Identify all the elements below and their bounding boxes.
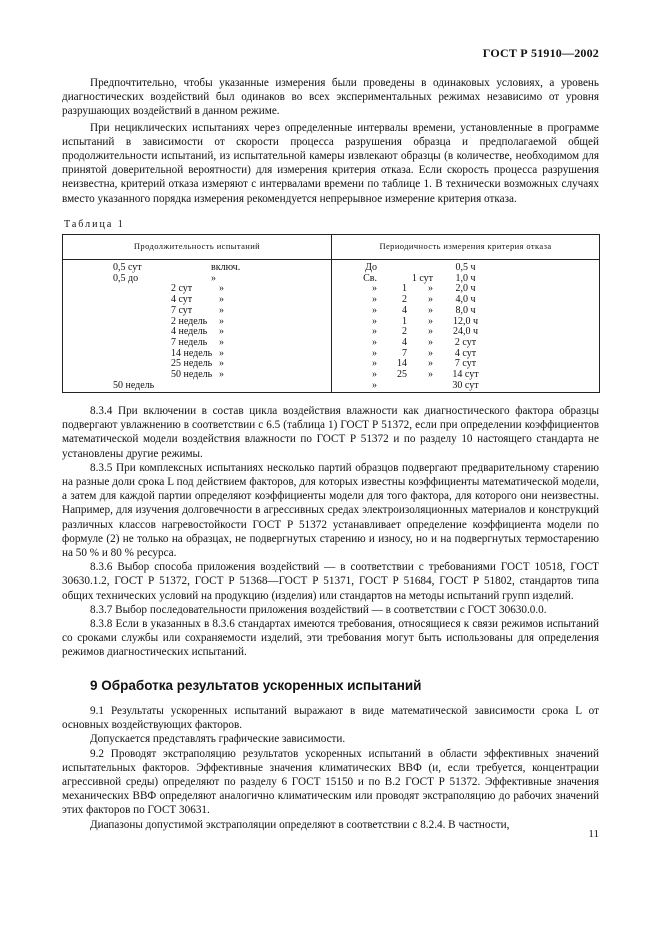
cell-duration-e: » [219,283,224,295]
clause-8-3-7: 8.3.7 Выбор последовательности приложения воздействий — в соответствии с ГОСТ 30630.0.0. [90,603,547,616]
clause-8-3-4: 8.3.4 При включении в состав цикла воздействия влажности как диагностического фактора образцы подвергают увлажнению в соответствии с 6.5 (таблица 1) ГОСТ Р 51372, если при определении коэффициентов математической модели воздействия влажности по ГОСТ Р 51372 и по разделу 10 настоящего стандарта не установлены другие режимы. [62,405,599,460]
cell-duration-a: » [372,315,377,327]
cell-duration-c: » [428,294,433,306]
cell-period: 2 сут [454,336,477,348]
table-row [63,337,599,348]
cell-duration-d: 4 недель [171,326,208,338]
cell-duration-b: 1 [402,315,407,327]
table-row [63,369,599,380]
cell-duration-a: » [372,347,377,359]
paragraph: При нециклических испытаниях через определенные интервалы времени, установленные в программе испытаний в зависимости от скорости процесса разрушения образца и предполагаемой общей продолжительности испытаний, из испытательной камеры извлекают образцы (в количестве, необходимом для принятой доверительной вероятности) для измерения критерия отказа. Если скорость процесса разрушения неизвестна, критерий отказа измеряют с интервалами времени по таблице 1. В технически возможных случаях вместо указанного порядка измерения рекомендуется непрерывное измерение критерия отказа. [62,121,599,205]
cell-duration-c: » [428,369,433,380]
cell-period: 12,0 ч [452,315,479,327]
cell-duration-b: 14 [397,358,407,370]
cell-period: 1,0 ч [455,272,476,284]
section-heading: 9 Обработка результатов ускоренных испытаний [90,678,422,693]
table-row [63,273,599,284]
cell-duration-e: » [219,304,224,316]
clause-9-2: 9.2 Проводят экстраполяцию результатов ускоренных испытаний в области эффективных значений испытательных факторов. Эффективные значения климатических ВВФ (и, если требуется, концентрации агрессивной среды) определяют по разделу 6 ГОСТ 15150 и по В.2 ГОСТ Р 51372. Эффективные значения механических ВВФ определяют аналогично климатическим или проводят экстраполяцию до рабочих значений этих факторов по ГОСТ 30631. [62,747,599,817]
cell-period: 30 сут [452,379,479,391]
cell-duration-d: 2 сут [171,283,193,295]
table-1 [62,234,600,393]
clause-8-3-8: 8.3.8 Если в указанных в 8.3.6 стандартах имеются требования, относящиеся к связи режимов испытаний со сроками службы или сохраняемости изделий, эти требования могут быть использованы для определения режимов диагностических испытаний. [62,618,599,659]
cell-duration-b: 50 недель [113,379,155,391]
cell-duration-d: 14 недель [171,347,213,359]
cell-duration-b: 2 [402,326,407,338]
cell-duration-b: 0,5 сут [113,262,142,273]
cell-period: 4,0 ч [455,294,476,306]
cell-duration-e: » [219,326,224,338]
cell-duration-a: Св. [363,272,377,284]
paragraph: Допускается представлять графические зависимости. [90,733,346,746]
cell-duration-e: » [219,369,224,380]
cell-duration-e: » [219,336,224,348]
cell-duration-c: » [428,283,433,295]
table-row [63,316,599,327]
cell-duration-b: 4 [402,304,407,316]
cell-duration-e: » [211,272,216,284]
table-row [63,294,599,305]
cell-duration-a: » [372,369,377,380]
clause-9-1: 9.1 Результаты ускоренных испытаний выражают в виде математической зависимости срока L от основных воздействующих факторов. [62,705,599,732]
cell-duration-e: » [219,358,224,370]
cell-duration-b: 2 [402,294,407,306]
cell-period: 7 сут [454,358,477,370]
table-row [63,380,599,391]
cell-duration-c: » [428,326,433,338]
intro-text [62,76,599,206]
cell-period: 2,0 ч [455,283,476,295]
cell-period: 4 сут [454,347,477,359]
clause-8-3-6: 8.3.6 Выбор способа приложения воздействий — в соответствии с требованиями ГОСТ 10518, ГОСТ 30630.1.2, ГОСТ Р 51372, ГОСТ Р 51368—ГОСТ Р 51371, ГОСТ Р 51684, ГОСТ Р 51802, стандартов типа общих технических условий на продукцию (изделия) или стандартов на методы испытаний групп изделий. [62,561,599,602]
table-row [63,305,599,316]
cell-duration-d: 2 недель [171,315,208,327]
cell-duration-a: До [365,262,377,273]
cell-period: 8,0 ч [455,304,476,316]
cell-duration-d: 7 недель [171,336,208,348]
cell-duration-b: 25 [397,369,407,380]
cell-duration-c: 1 сут [411,272,433,284]
cell-duration-e: » [219,315,224,327]
cell-duration-a: » [372,326,377,338]
cell-duration-d: 25 недель [171,358,213,370]
cell-duration-a: » [372,294,377,306]
table-divider [63,259,599,260]
cell-period: 14 сут [452,369,479,380]
cell-period: 24,0 ч [452,326,479,338]
cell-duration-a: » [372,358,377,370]
cell-duration-d: 50 недель [171,369,213,380]
cell-duration-a: » [372,304,377,316]
cell-duration-c: » [428,315,433,327]
table-row [63,326,599,337]
cell-duration-b: 0,5 до [113,272,139,284]
table-row [63,262,599,273]
table-header-period: Периодичность измерения критерия отказа [379,241,552,251]
cell-duration-c: » [428,304,433,316]
cell-duration-c: » [428,336,433,348]
clauses-8-3 [62,404,599,660]
clause-8-3-5: 8.3.5 При комплексных испытаниях несколько партий образцов подвергают предварительному старению на разные доли срока L под действием факторов, для которых известны коэффициенты математической модели, а затем для каждой партии определяют коэффициенты модели для того фактора, для которого они неизвестны. Например, для изучения долговечности в агрессивных средах электроизоляционных материалов и конструкций различных классов нагревостойкости ГОСТ Р 51372 устанавливает определение коэффициента модели по формуле (2) не только на образцах, не подвергнутых старению и износу, но и на подвергнутых термостарению на 50 % и 80 % ресурса. [62,461,599,560]
cell-duration-e: включ. [211,262,241,273]
table-row [63,283,599,294]
page-number: 11 [588,828,599,840]
paragraph: Предпочтительно, чтобы указанные измерения были проведены в одинаковых условиях, а уровень диагностических воздействий был одинаков во всех экспериментальных режимах независимо от уровня разрушающих воздействий в данном режиме. [62,77,599,118]
cell-duration-d: 4 сут [171,294,193,306]
cell-duration-e: » [219,294,224,306]
cell-duration-b: 4 [402,336,407,348]
cell-duration-b: 7 [402,347,407,359]
cell-period: 0,5 ч [455,262,476,273]
section-9-text [62,704,599,832]
table-header-duration: Продолжительность испытаний [133,241,261,251]
paragraph: Диапазоны допустимой экстраполяции определяют в соответствии с 8.2.4. В частности, [90,818,510,831]
cell-duration-e: » [219,347,224,359]
cell-duration-a: » [372,336,377,348]
cell-duration-d: 7 сут [171,304,193,316]
table-row [63,348,599,359]
cell-duration-c: » [428,358,433,370]
document-code: ГОСТ Р 51910—2002 [482,46,599,60]
table-row [63,358,599,369]
table-caption: Таблица 1 [64,219,125,230]
cell-duration-a: » [372,379,377,391]
cell-duration-a: » [372,283,377,295]
cell-duration-b: 1 [402,283,407,295]
cell-duration-c: » [428,347,433,359]
